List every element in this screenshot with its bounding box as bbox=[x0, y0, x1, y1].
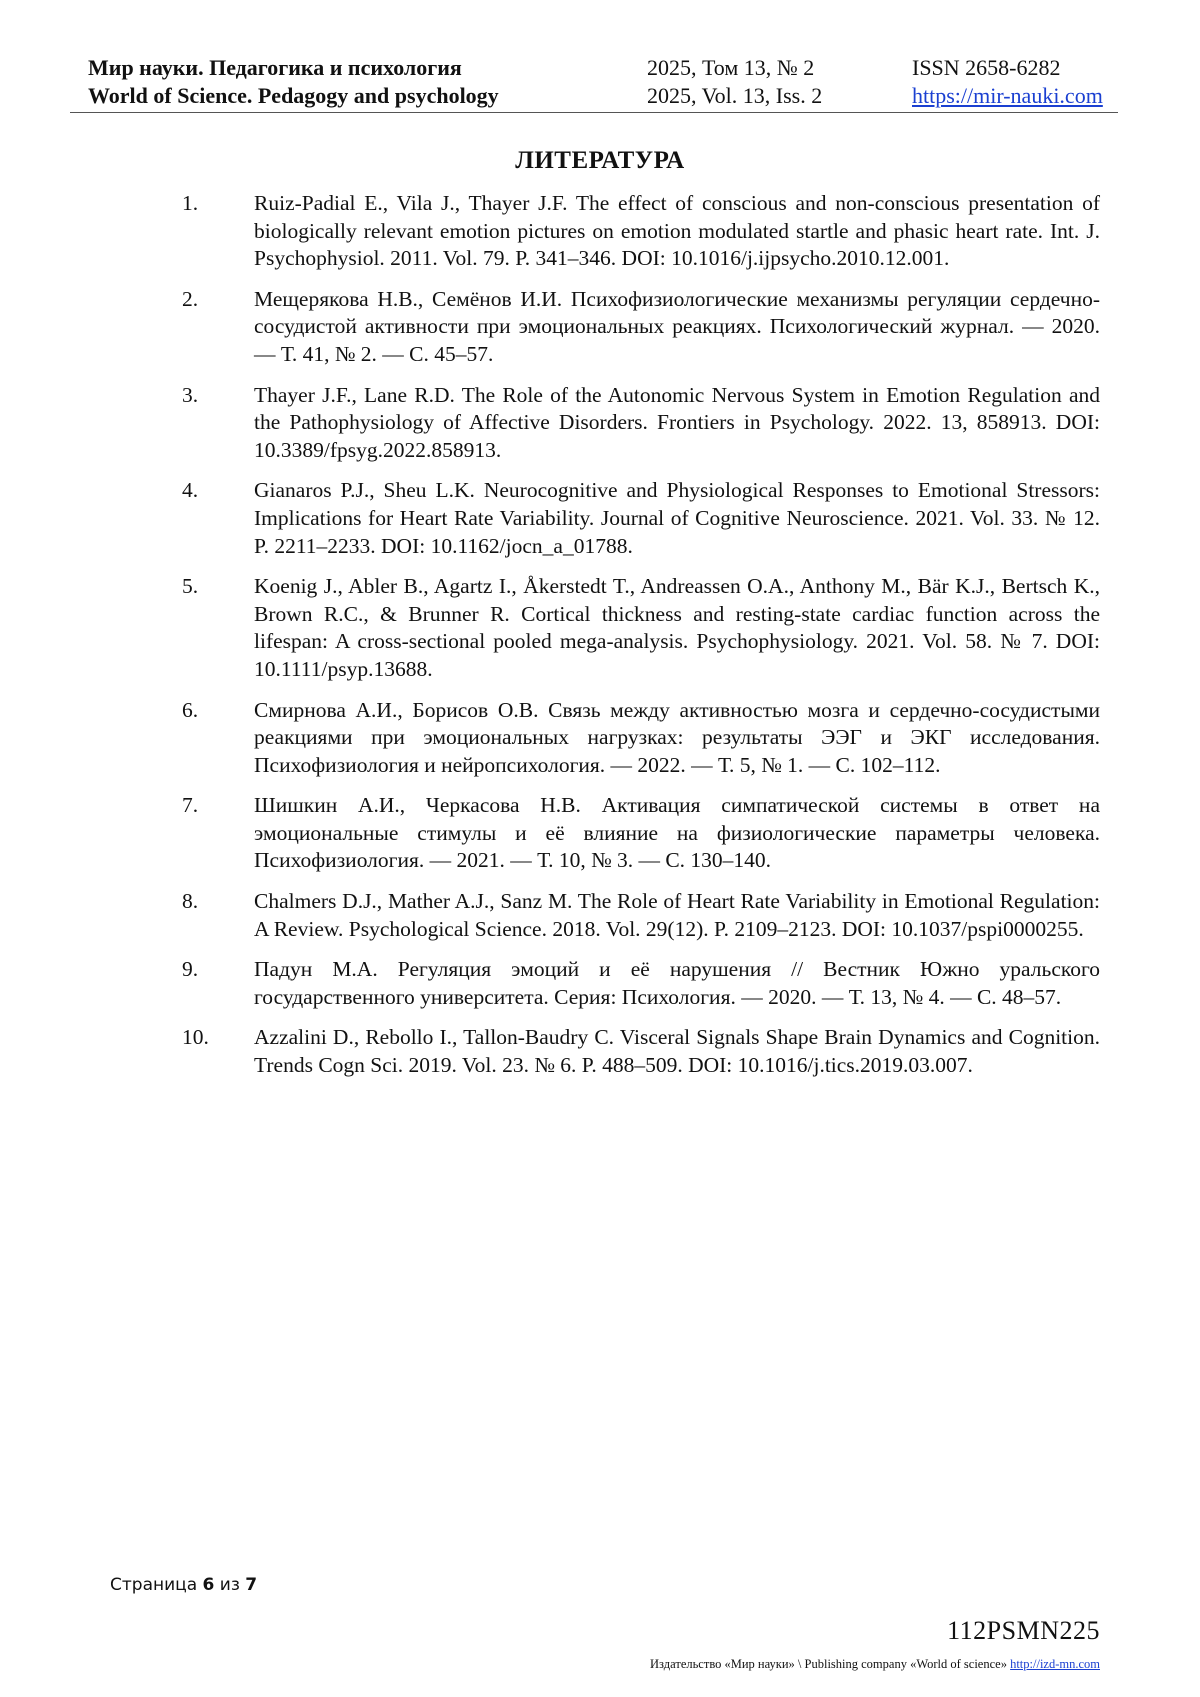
reference-number: 7. bbox=[182, 793, 199, 818]
reference-item bbox=[182, 382, 1100, 465]
reference-text: Смирнова А.И., Борисов О.В. Связь между активностью мозга и сердечно-сосудистыми реакциями при эмоциональных нагрузках: результаты ЭЭГ и ЭКГ исследования. Психофизиология и нейропсихология. — 2022. — Т. 5, № 1. — С. 102–112. bbox=[254, 697, 1100, 777]
reference-text: Azzalini D., Rebollo I., Tallon-Baudry C. Visceral Signals Shape Brain Dynamics and Cognition. Trends Cogn Sci. 2019. Vol. 23. № 6. P. 488–509. DOI: 10.1016/j.tics.2019.03.007. bbox=[254, 1025, 1100, 1078]
reference-text: Ruiz-Padial E., Vila J., Thayer J.F. The effect of conscious and non-conscious presentation of biologically relevant emotion pictures on emotion modulated startle and phasic heart rate. Int. J. Psychophysiol. 2011. Vol. 79. P. 341–346. DOI: 10.1016/j.ijpsycho.2010.12.001. bbox=[254, 191, 1100, 271]
issn-number: ISSN 2658-6282 bbox=[912, 55, 1061, 80]
page-of: из bbox=[219, 1575, 240, 1595]
journal-name bbox=[88, 54, 499, 110]
issue-info-ru: 2025, Том 13, № 2 bbox=[647, 55, 815, 80]
reference-item bbox=[182, 190, 1100, 273]
issue-info bbox=[647, 54, 822, 110]
reference-item bbox=[182, 697, 1100, 780]
issue-info-en: 2025, Vol. 13, Iss. 2 bbox=[647, 83, 823, 108]
reference-number: 6. bbox=[182, 697, 199, 722]
reference-number: 1. bbox=[182, 191, 199, 215]
journal-website-link[interactable]: https://mir-nauki.com bbox=[912, 83, 1103, 108]
reference-text: Chalmers D.J., Mather A.J., Sanz M. The Role of Heart Rate Variability in Emotional Regulation: A Review. Psychological Science. 2018. Vol. 29(12). P. 2109–2123. DOI: 10.1037/pspi0000255. bbox=[254, 889, 1100, 941]
page-current: 6 bbox=[202, 1575, 215, 1595]
publisher-line bbox=[650, 1657, 1100, 1672]
journal-name-ru: Мир науки. Педагогика и психология bbox=[88, 55, 462, 80]
article-code: 112PSMN225 bbox=[947, 1616, 1100, 1645]
reference-number: 8. bbox=[182, 889, 199, 914]
reference-text: Koenig J., Abler B., Agartz I., Åkerstedt T., Andreassen O.A., Anthony M., Bär K.J., Bertsch K., Brown R.C., & Brunner R. Cortical thickness and resting-state cardiac function across the lifespan: A cross-sectional pooled mega-analysis. Psychophysiology. 2021. Vol. 58. № 7. DOI: 10.1111/psyp.13688. bbox=[254, 574, 1100, 681]
reference-text: Thayer J.F., Lane R.D. The Role of the Autonomic Nervous System in Emotion Regulation and the Pathophysiology of Affective Disorders. Frontiers in Psychology. 2022. 13, 858913. DOI: 10.3389/fpsyg.2022.858913. bbox=[254, 382, 1100, 462]
reference-number: 9. bbox=[182, 957, 199, 982]
reference-number: 10. bbox=[182, 1025, 209, 1050]
reference-list bbox=[182, 190, 1100, 1093]
reference-text: Мещерякова Н.В., Семёнов И.И. Психофизиологические механизмы регуляции сердечно-сосудистой активности при эмоциональных реакциях. Психологический журнал. — 2020. — Т. 41, № 2. — С. 45–57. bbox=[254, 286, 1100, 366]
reference-text: Падун М.А. Регуляция эмоций и её нарушения // Вестник Южно уральского государственного университета. Серия: Психология. — 2020. — Т. 13, № 4. — С. 48–57. bbox=[254, 957, 1100, 1009]
section-title: ЛИТЕРАТУРА bbox=[515, 147, 685, 174]
journal-name-en: World of Science. Pedagogy and psychology bbox=[88, 83, 499, 108]
reference-item bbox=[182, 1024, 1100, 1079]
page-header bbox=[70, 50, 1118, 113]
reference-text: Gianaros P.J., Sheu L.K. Neurocognitive and Physiological Responses to Emotional Stressors: Implications for Heart Rate Variability. Journal of Cognitive Neuroscience. 2021. Vol. 33. № 12. P. 2211–2233. DOI: 10.1162/jocn_a_01788. bbox=[254, 478, 1100, 558]
page-label: Страница bbox=[110, 1575, 198, 1595]
issn-block bbox=[912, 54, 1103, 110]
publisher-text: Издательство «Мир науки» \ Publishing company «World of science» bbox=[650, 1657, 1007, 1671]
reference-number: 3. bbox=[182, 382, 199, 407]
page-counter bbox=[110, 1575, 257, 1595]
reference-item bbox=[182, 956, 1100, 1011]
publisher-link[interactable]: http://izd-mn.com bbox=[1010, 1657, 1100, 1671]
reference-item bbox=[182, 477, 1100, 560]
reference-item bbox=[182, 573, 1100, 683]
reference-item bbox=[182, 792, 1100, 875]
page-total: 7 bbox=[245, 1575, 258, 1595]
reference-number: 5. bbox=[182, 574, 199, 599]
reference-number: 4. bbox=[182, 478, 199, 503]
reference-number: 2. bbox=[182, 286, 199, 311]
reference-item bbox=[182, 286, 1100, 369]
reference-item bbox=[182, 888, 1100, 943]
reference-text: Шишкин А.И., Черкасова Н.В. Активация симпатической системы в ответ на эмоциональные стимулы и её влияние на физиологические параметры человека. Психофизиология. — 2021. — Т. 10, № 3. — С. 130–140. bbox=[254, 793, 1100, 873]
